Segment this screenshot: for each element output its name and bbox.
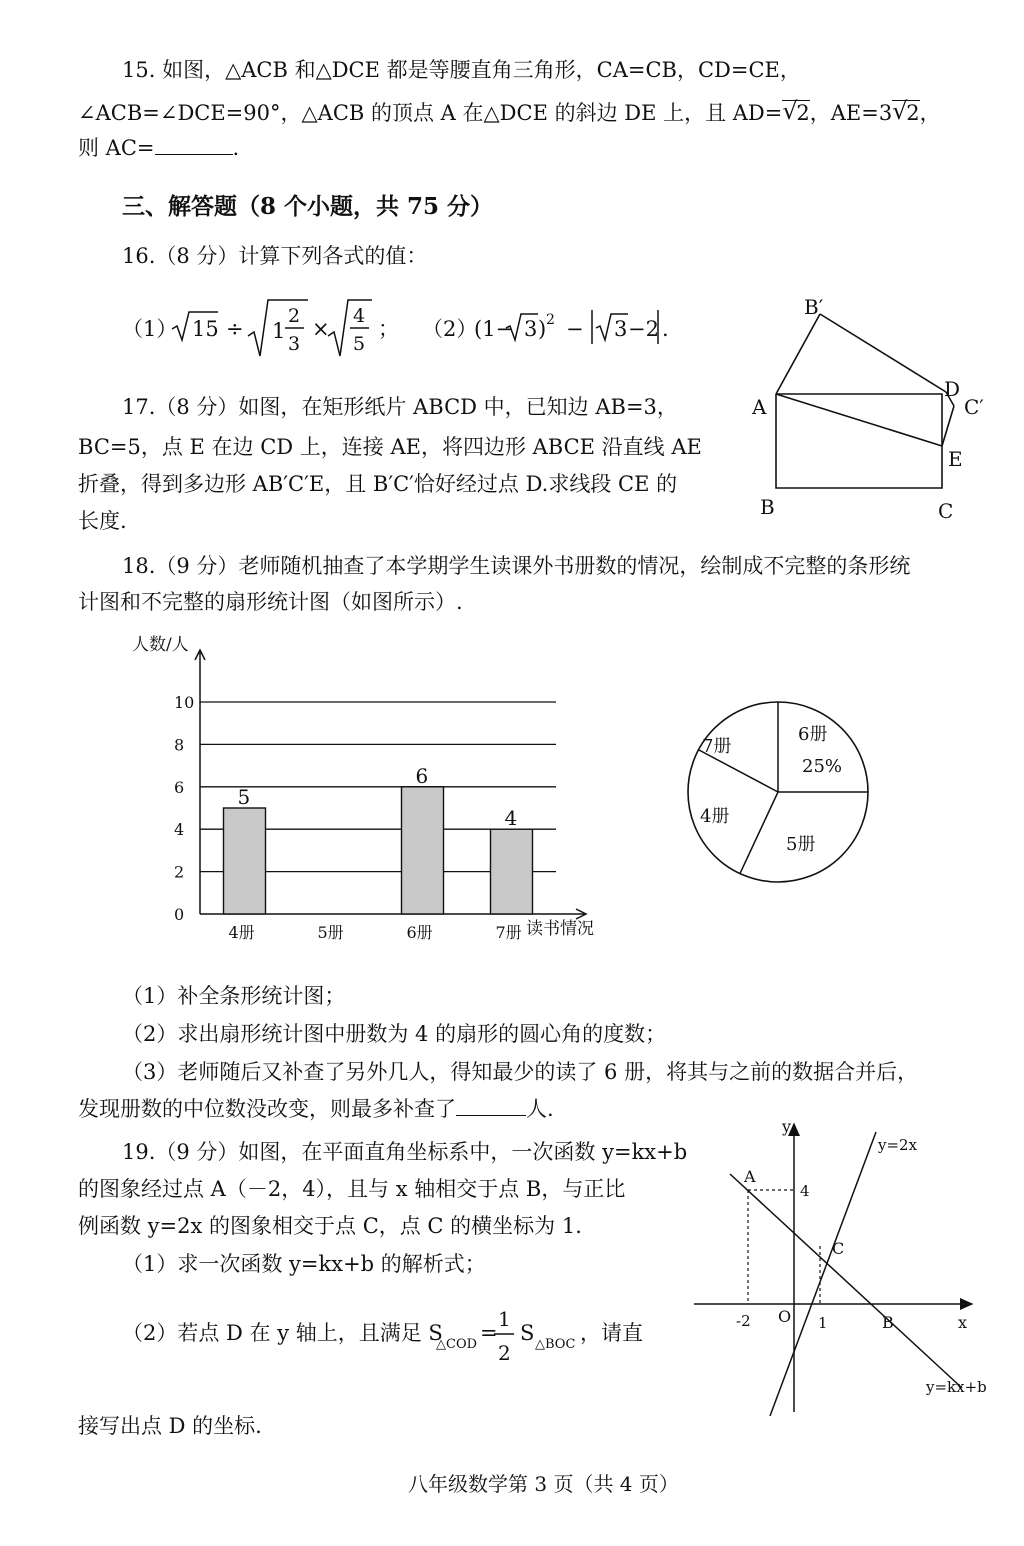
pie-slice-label-1: 5册 <box>786 834 816 855</box>
q18-bar-chart <box>120 628 620 948</box>
q19-line-label-kxb: y=kx+b <box>926 1378 987 1396</box>
page-footer: 八年级数学第 3 页（共 4 页） <box>408 1472 679 1496</box>
svg-text:3: 3 <box>524 317 538 341</box>
q19-sub2 <box>122 1298 682 1378</box>
svg-text:△BOC: △BOC <box>535 1337 576 1352</box>
q19-last-line: 接写出点 D 的坐标. <box>78 1414 262 1438</box>
q17-label-B: B <box>760 495 775 519</box>
svg-text:−2: −2 <box>628 317 659 341</box>
svg-text:÷: ÷ <box>226 317 244 341</box>
q19-label-x: x <box>958 1313 968 1332</box>
q18-line2: 计图和不完整的扇形统计图（如图所示）. <box>78 590 463 614</box>
q19-tick-neg2: -2 <box>736 1312 751 1330</box>
q18-sub2: （2）求出扇形统计图中册数为 4 的扇形的圆心角的度数； <box>122 1022 667 1046</box>
q17-label-A: A <box>752 395 767 419</box>
svg-text:1: 1 <box>272 319 286 343</box>
q16-stem: 16.（8 分）计算下列各式的值： <box>122 244 428 268</box>
q17-line4: 长度. <box>78 509 127 533</box>
q15-line2c: ， <box>919 101 941 125</box>
bar-3 <box>491 829 533 914</box>
q17-line3: 折叠，得到多边形 AB′C′E，且 B′C′恰好经过点 D.求线段 CE 的 <box>78 472 678 496</box>
svg-text:△COD: △COD <box>436 1337 478 1352</box>
pie-slice-label-0: 6册 <box>798 724 828 745</box>
q15-sqrt2-b: √ 2 <box>892 97 920 125</box>
bar-xlabel: 读书情况 <box>526 919 594 939</box>
q19-label-C: C <box>832 1239 845 1258</box>
q19-figure <box>690 1116 1010 1426</box>
q16-p1-label: （1） <box>122 317 178 341</box>
pie-slice-label-3: 7册 <box>702 736 732 757</box>
bar-value-label-2: 6 <box>415 763 429 788</box>
svg-text:): ) <box>538 317 547 341</box>
q19-label-B: B <box>882 1313 894 1332</box>
q17-label-Cp: C′ <box>964 395 984 419</box>
q17-label-Bp: B′ <box>804 295 824 319</box>
q18-line1: 18.（9 分）老师随机抽查了本学期学生读课外书册数的情况，绘制成不完整的条形统 <box>122 554 911 578</box>
svg-text:2: 2 <box>288 305 301 327</box>
q15-sqrt2: √ 2 <box>782 97 810 125</box>
svg-text:2: 2 <box>546 312 555 328</box>
svg-text:，请直: ，请直 <box>580 1321 643 1345</box>
q18-answer-blank[interactable] <box>456 1115 526 1116</box>
bar-y-tick: 4 <box>174 820 185 840</box>
q19-line-label-2x: y=2x <box>878 1136 918 1154</box>
svg-text:.: . <box>662 317 669 341</box>
q16-sqrt15: 15 <box>192 317 219 341</box>
q15-line2a: ∠ACB=∠DCE=90°，△ACB 的顶点 A 在△DCE 的斜边 DE 上，且 AD= <box>78 101 783 125</box>
q16-p2-label: （2） <box>422 317 478 341</box>
bar-category-label-3: 7册 <box>495 923 522 942</box>
svg-text:(1−: (1− <box>474 317 514 341</box>
q15-line3: 则 AC= . <box>78 136 240 160</box>
bar-2 <box>402 787 444 914</box>
q19-label-O: O <box>778 1307 792 1326</box>
q19-tick-1: 1 <box>818 1314 828 1332</box>
q17-line2: BC=5，点 E 在边 CD 上，连接 AE，将四边形 ABCE 沿直线 AE <box>78 435 702 459</box>
bar-y-tick: 0 <box>174 905 185 924</box>
bar-y-tick: 10 <box>174 693 195 712</box>
q18-sub3: （3）老师随后又补查了另外几人，得知最少的读了 6 册，将其与之前的数据合并后， <box>122 1060 919 1084</box>
q15-line1: 15. 如图，△ACB 和△DCE 都是等腰直角三角形，CA=CB，CD=CE， <box>122 58 801 82</box>
q15-line2b: ，AE=3 <box>809 101 893 125</box>
q17-label-E: E <box>948 447 963 471</box>
svg-text:3: 3 <box>288 333 301 355</box>
bar-category-label-1: 5册 <box>317 923 344 942</box>
section-3-title: 三、解答题（8 个小题，共 75 分） <box>122 193 494 220</box>
q15-line2 <box>78 97 941 126</box>
q19-tick-4: 4 <box>800 1182 810 1200</box>
svg-text:1: 1 <box>498 1307 511 1331</box>
svg-text:；: ； <box>378 317 399 341</box>
svg-text:（2）若点 D 在 y 轴上，且满足 S: （2）若点 D 在 y 轴上，且满足 S <box>122 1321 443 1345</box>
bar-y-tick: 8 <box>174 735 185 755</box>
q15-answer-blank[interactable] <box>155 154 233 155</box>
q18-pie-chart <box>678 690 878 900</box>
bar-ylabel: 人数/人 <box>132 635 189 655</box>
pie-slice-edge-2 <box>740 792 778 874</box>
q18-sub4: 发现册数的中位数没改变，则最多补查了 人. <box>78 1097 554 1121</box>
svg-text:5: 5 <box>353 333 366 355</box>
q19-sub1: （1）求一次函数 y=kx+b 的解析式； <box>122 1252 486 1276</box>
bar-category-label-0: 4册 <box>228 923 255 942</box>
bar-value-label-3: 4 <box>504 806 518 831</box>
q17-line1: 17.（8 分）如图，在矩形纸片 ABCD 中，已知边 AB=3， <box>122 395 678 419</box>
bar-value-label-0: 5 <box>237 785 251 809</box>
pie-slice-label-2: 4册 <box>700 806 730 827</box>
q19-line2: 的图象经过点 A（－2，4），且与 x 轴相交于点 B，与正比 <box>78 1177 626 1201</box>
bar-y-tick: 6 <box>174 777 185 797</box>
bar-y-tick: 2 <box>174 862 185 882</box>
q19-label-y: y <box>782 1117 792 1136</box>
q19-label-A: A <box>744 1167 756 1186</box>
q17-label-D: D <box>944 377 961 401</box>
q17-figure <box>740 296 1000 526</box>
q19-line3: 例函数 y=2x 的图象相交于点 C，点 C 的横坐标为 1. <box>78 1214 582 1238</box>
svg-text:4: 4 <box>353 305 366 327</box>
svg-text:S: S <box>520 1321 535 1345</box>
svg-text:−: − <box>566 317 584 341</box>
q19-line1: 19.（9 分）如图，在平面直角坐标系中，一次函数 y=kx+b <box>122 1140 688 1164</box>
svg-text:×: × <box>312 317 330 341</box>
bar-category-label-2: 6册 <box>406 923 433 942</box>
bar-0 <box>224 808 266 914</box>
q17-label-C: C <box>938 499 954 523</box>
pie-slice-percent-0: 25% <box>802 756 843 777</box>
q18-sub1: （1）补全条形统计图； <box>122 984 346 1008</box>
svg-text:2: 2 <box>498 1341 511 1365</box>
q16-expressions <box>122 296 702 366</box>
svg-text:=: = <box>480 1321 498 1345</box>
svg-text:3: 3 <box>614 317 628 341</box>
